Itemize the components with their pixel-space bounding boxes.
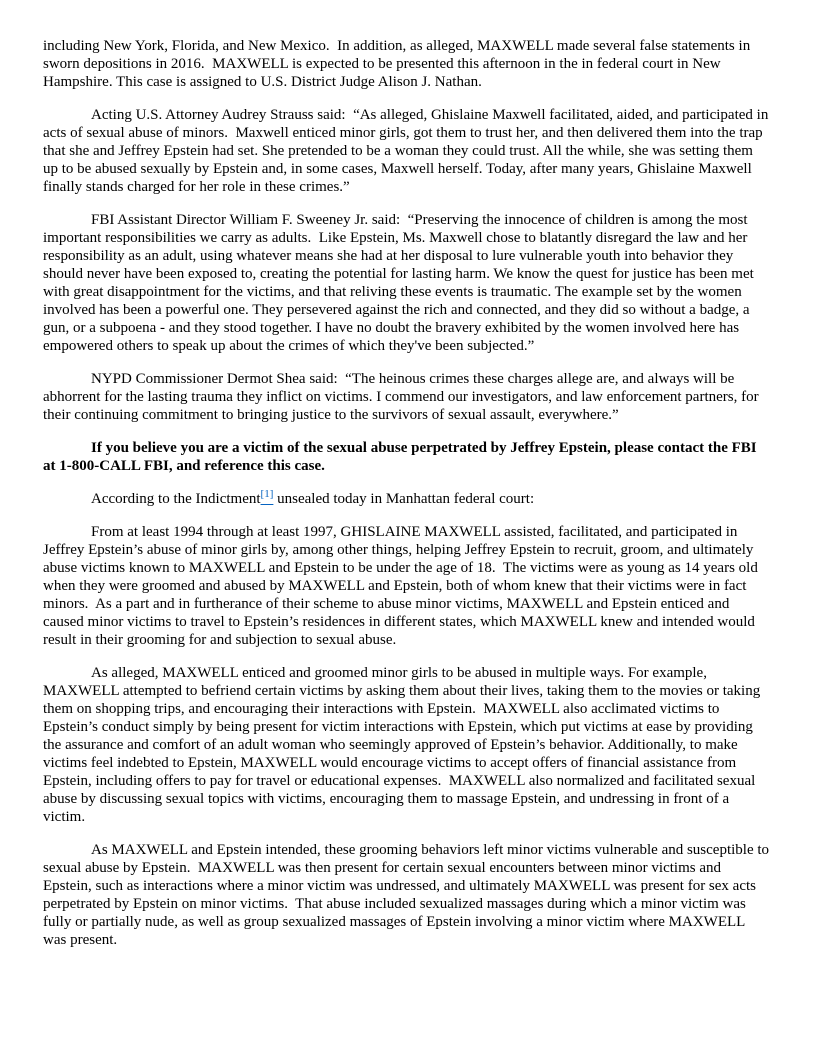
paragraph-victim-contact-notice: If you believe you are a victim of the sexual abuse perpetrated by Jeffrey Epstein, please contact the FBI at 1-800-CALL FBI, and reference this case. xyxy=(43,440,761,474)
indictment-intro-text-after: unsealed today in Manhattan federal court: xyxy=(273,491,535,507)
indictment-intro-text-before: According to the Indictment xyxy=(91,491,261,507)
paragraph-indictment-summary-2: As alleged, MAXWELL enticed and groomed minor girls to be abused in multiple ways. For example, MAXWELL attempted to befriend certain victims by asking them about their lives, taking them to the movies or taking them on shopping trips, and encouraging their interactions with Epstein. MAXWELL also acclimated victims to Epstein’s conduct simply by being present for victim interactions with Epstein, which put victims at ease by providing the assurance and comfort of an adult woman who seemingly approved of Epstein’s behavior. Additionally, to make victims feel indebted to Epstein, MAXWELL would encourage victims to accept offers of financial assistance from Epstein, including offers to pay for travel or educational expenses. MAXWELL also normalized and facilitated sexual abuse by discussing sexual topics with victims, encouraging them to massage Epstein, and undressing in front of a victim. xyxy=(43,665,764,825)
paragraph-indictment-intro xyxy=(43,490,771,508)
paragraph-strauss-quote: Acting U.S. Attorney Audrey Strauss said: “As alleged, Ghislaine Maxwell facilitated, aided, and participated in acts of sexual abuse of minors. Maxwell enticed minor girls, got them to trust her, and then delivered them into the trap that she and Jeffrey Epstein had set. She pretended to be a woman they could trust. All the while, she was setting them up to be abused sexually by Epstein and, in some cases, Maxwell herself. Today, after many years, Ghislaine Maxwell finally stands charged for her role in these crimes.” xyxy=(43,107,773,195)
paragraph-shea-quote: NYPD Commissioner Dermot Shea said: “The heinous crimes these charges allege are, and always will be abhorrent for the lasting trauma they inflict on victims. I commend our investigators, and law enforcement partners, for their continuing commitment to bringing justice to the survivors of sexual assault, everywhere.” xyxy=(43,371,763,423)
paragraph-continuation: including New York, Florida, and New Mexico. In addition, as alleged, MAXWELL made several false statements in sworn depositions in 2016. MAXWELL is expected to be presented this afternoon in the in federal court in New Hampshire. This case is assigned to U.S. District Judge Alison J. Nathan. xyxy=(43,38,754,90)
footnote-1-marker[interactable]: [1] xyxy=(260,488,274,500)
paragraph-indictment-summary-3: As MAXWELL and Epstein intended, these grooming behaviors left minor victims vulnerable and susceptible to sexual abuse by Epstein. MAXWELL was then present for certain sexual encounters between minor victims and Epstein, such as interactions where a minor victim was undressed, and ultimately MAXWELL was present for sex acts perpetrated by Epstein on minor victims. That abuse included sexualized massages during which a minor victim was fully or partially nude, as well as group sexualized massages of Epstein involving a minor victim where MAXWELL was present. xyxy=(43,842,773,948)
paragraph-indictment-summary-1: From at least 1994 through at least 1997, GHISLAINE MAXWELL assisted, facilitated, and participated in Jeffrey Epstein’s abuse of minor girls by, among other things, helping Jeffrey Epstein to recruit, groom, and ultimately abuse victims known to MAXWELL and Epstein to be under the age of 18. The victims were as young as 14 years old when they were groomed and abused by MAXWELL and Epstein, both of whom knew that their victims were in fact minors. As a part and in furtherance of their scheme to abuse minor victims, MAXWELL and Epstein enticed and caused minor victims to travel to Epstein’s residences in different states, which MAXWELL knew and intended would result in their grooming for and subjection to sexual abuse. xyxy=(43,524,762,648)
paragraph-sweeney-quote: FBI Assistant Director William F. Sweeney Jr. said: “Preserving the innocence of children is among the most important responsibilities we carry as adults. Like Epstein, Ms. Maxwell chose to blatantly disregard the law and her responsibility as an adult, using whatever means she had at her disposal to lure vulnerable youth into behavior they should never have been exposed to, creating the potential for lasting harm. We know the quest for justice has been met with great disappointment for the victims, and that reliving these events is traumatic. The example set by the women involved has been a powerful one. They persevered against the rich and connected, and they did so without a badge, a gun, or a subpoena - and they stood together. I have no doubt the bravery exhibited by the women involved here has empowered others to speak up about the crimes of which they've been subjected.” xyxy=(43,212,758,354)
footnote-1-link[interactable] xyxy=(260,488,274,507)
